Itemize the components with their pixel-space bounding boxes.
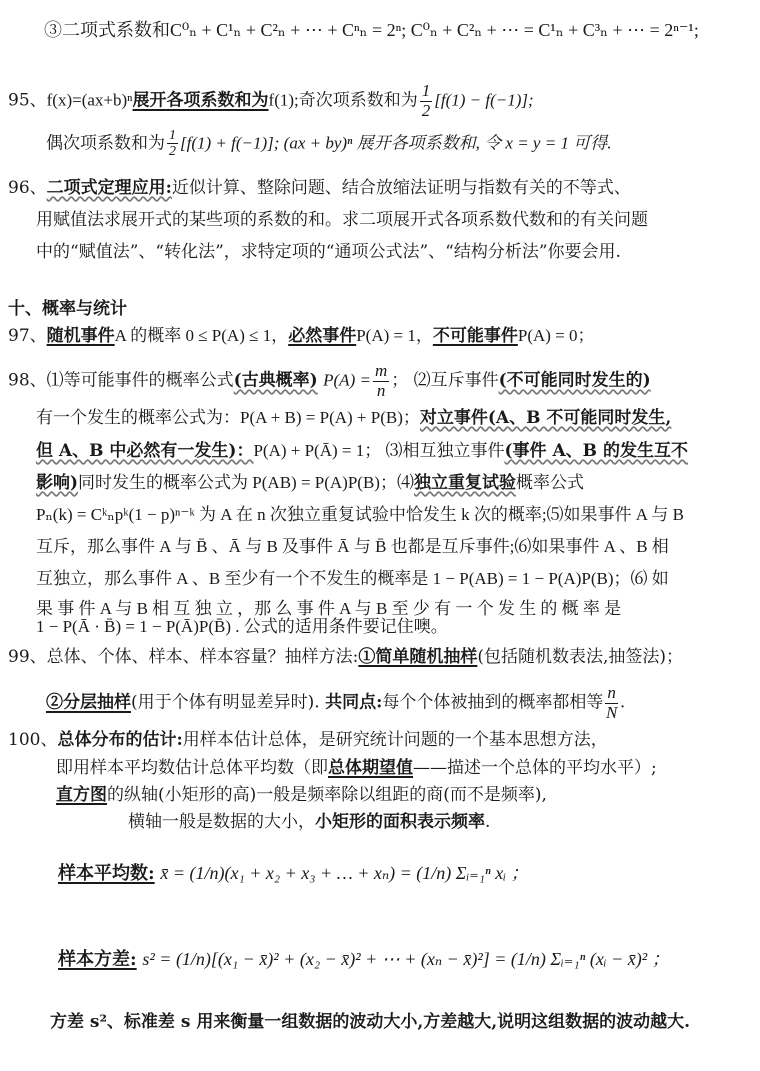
item-99-line-2: [46, 684, 625, 722]
item-98-l2b: 对立事件(A、B 不可能同时发生,: [419, 408, 672, 428]
item-98-l4b: 同时发生的概率公式为 P(AB) = P(A)P(B)；⑷: [78, 473, 414, 492]
item-98-p1-end: ； ⑵互斥事件: [391, 370, 499, 391]
item-98-l7: 互独立，那么事件 A 、B 至少有一个不发生的概率是 1 − P(AB) = 1 − P(A)P(B)；⑹ 如: [36, 569, 669, 588]
item-98-l4a: 影响): [36, 473, 79, 493]
item-100-l2c: ——描述一个总体的平均水平）;: [413, 758, 657, 778]
item-95-bold: 展开各项系数和为: [132, 90, 269, 111]
item-98-p1-bold2: (不可能同时发生的): [498, 370, 651, 391]
item-99-frac-num: n: [607, 683, 616, 702]
item-99-l2a: ②分层抽样: [46, 692, 131, 713]
item-99-line-1: [8, 646, 683, 668]
item-99-l2c: 共同点:: [325, 692, 383, 713]
item-98-l9: 1 − P(Ā · B̄) = 1 − P(Ā)P(B̄) . 公式的适用条件要记住噢。: [36, 617, 448, 636]
item-96-number: 96、: [8, 178, 47, 198]
binomial-sum-line: [44, 19, 699, 42]
item-100-l2a: 即用样本平均数估计总体平均数（即: [56, 758, 328, 778]
item-98-line-4: [36, 472, 584, 494]
item-99-frac-den: N: [605, 702, 618, 722]
item-95-mid: f(1);奇次项系数和为: [268, 90, 418, 110]
item-98-l2a: 有一个发生的概率公式为：P(A + B) = P(A) + P(B)；: [36, 408, 420, 427]
item-98-line-3: [36, 440, 688, 462]
item-96-bold: 二项式定理应用:: [46, 178, 172, 198]
item-100-l1a: 总体分布的估计:: [57, 730, 183, 750]
item-98-l3b: P(A) + P(Ā) = 1； ⑶相互独立事件: [253, 441, 505, 460]
item-97-line: [8, 325, 595, 347]
item-95-fraction: [420, 82, 433, 120]
item-99-l2e: .: [619, 692, 626, 713]
item-95-tail: [f(1) − f(−1)];: [434, 90, 534, 110]
item-95-line-2: [46, 128, 611, 160]
item-96-line1: 近似计算、整除问题、结合放缩法证明与指数有关的不等式、: [171, 178, 631, 198]
binomial-sum-text: ③二项式系数和C⁰ₙ + C¹ₙ + C²ₙ + ⋯ + Cⁿₙ = 2ⁿ; C⁰ₙ + C²ₙ + ⋯ = C¹ₙ + C³ₙ + ⋯ = 2ⁿ⁻¹;: [44, 20, 699, 40]
item-100-l2b: 总体期望值: [328, 758, 413, 778]
item-95-line-1: [8, 82, 534, 120]
item-98-l8: 果 事 件 A 与 B 相 互 独 立 ，那 么 事 件 A 与 B 至 少 有 一 个 发 生 的 概 率 是: [36, 599, 622, 618]
variance-conclusion-text: 方差 s²、标准差 s 用来衡量一组数据的波动大小,方差越大,说明这组数据的波动越大.: [50, 1012, 691, 1032]
item-98-p1-den: n: [376, 380, 386, 400]
item-98-line-9: [36, 616, 448, 638]
sample-mean-label: 样本平均数:: [58, 863, 155, 884]
section-title: [8, 298, 127, 320]
item-98-l3c: (事件 A、B 的发生互不: [504, 441, 688, 461]
item-97-number: 97、: [8, 326, 47, 346]
variance-conclusion: [50, 1011, 690, 1033]
item-97-bold-1: 随机事件: [46, 326, 115, 346]
sample-variance-label: 样本方差:: [58, 949, 137, 970]
sample-mean-formula: x̄ = (1/n)(x₁ + x₂ + x₃ + … + xₙ) = (1/n) Σᵢ₌₁ⁿ xᵢ ；: [160, 863, 529, 883]
item-98-p1-formula: P(A) =: [323, 370, 371, 390]
item-100-l4c: .: [485, 812, 491, 832]
item-95-line2-frac-den: 2: [169, 144, 176, 160]
item-95-line2-tail: [f(1) + f(−1)]; (ax + by)ⁿ 展开各项系数和, 令 x = y = 1 可得.: [180, 133, 612, 153]
item-98-l6: 互斥，那么事件 A 与 B̄ 、Ā 与 B 及事件 Ā 与 B̄ 也都是互斥事件;⑹如果事件 A 、B 相: [36, 537, 669, 556]
item-98-line-5: [36, 504, 684, 526]
item-100-l3a: 直方图: [56, 785, 107, 805]
item-100-l1b: 用样本估计总体，是研究统计问题的一个基本思想方法，: [182, 730, 608, 750]
item-97-text-1: A 的概率 0 ≤ P(A) ≤ 1，: [114, 326, 289, 345]
item-98-line-2: [36, 407, 671, 429]
item-97-bold-2: 必然事件: [288, 326, 357, 346]
section-10-title: 十、概率与统计: [8, 299, 127, 319]
item-95-line2-fraction: [167, 128, 178, 160]
item-99-l2d: 每个个体被抽到的概率都相等: [382, 692, 604, 713]
item-98-l5: Pₙ(k) = Cᵏₙpᵏ(1 − p)ⁿ⁻ᵏ 为 A 在 n 次独立重复试验中恰发生 k 次的概率;⑸如果事件 A 与 B: [36, 505, 684, 524]
item-95-line2-frac-num: 1: [169, 128, 176, 143]
item-99-fraction: [605, 684, 618, 722]
item-100-line-3: [56, 784, 547, 806]
item-98-p1-num: m: [374, 361, 388, 380]
item-99-l1a: 总体、个体、样本、样本容量？抽样方法:: [46, 647, 359, 667]
item-98-p1: ⑴等可能事件的概率公式: [46, 370, 234, 391]
item-97-bold-3: 不可能事件: [432, 326, 518, 346]
sample-mean-line: [58, 862, 529, 885]
item-96-line-3: [36, 241, 621, 263]
item-96-line3: 中的“赋值法”、“转化法”，求特定项的“通项公式法”、“结构分析法”你要会用.: [36, 242, 621, 262]
item-100-line-2: [56, 757, 657, 779]
item-98-p1-fraction: [373, 362, 389, 400]
item-98-line-7: [36, 568, 669, 590]
item-95-lead: f(x)=(ax+b)ⁿ: [46, 90, 133, 110]
item-95-frac-num: 1: [421, 81, 431, 100]
item-96-line2: 用赋值法求展开式的某些项的系数的和。求二项展开式各项系数代数和的有关问题: [36, 210, 648, 230]
item-97-text-2: P(A) = 1，: [356, 326, 433, 345]
item-97-text-3: P(A) = 0；: [517, 326, 595, 345]
sample-variance-line: [58, 948, 670, 971]
item-99-l1c: (包括随机数表法,抽签法)；: [477, 647, 684, 667]
item-98-line-1: [8, 362, 651, 400]
item-96-line-2: [36, 209, 648, 231]
item-99-l1b: ①简单随机抽样: [358, 647, 478, 667]
item-98-number: 98、: [8, 370, 47, 391]
item-95-frac-den: 2: [421, 100, 431, 120]
item-100-l3b: 的纵轴(小矩形的高)一般是频率除以组距的商(而不是频率),: [107, 785, 547, 805]
item-98-l3a: 但 A、B 中必然有一发生)：: [36, 441, 254, 461]
item-99-number: 99、: [8, 647, 47, 667]
item-100-l4b: 小矩形的面积表示频率: [315, 812, 485, 832]
item-95-number: 95、: [8, 90, 47, 111]
item-100-l4a: 横轴一般是数据的大小，: [128, 812, 315, 832]
item-100-number: 100、: [8, 730, 58, 750]
item-100-line-1: [8, 729, 608, 751]
item-99-l2b: (用于个体有明显差异时).: [131, 692, 320, 713]
item-98-l4d: 概率公式: [515, 473, 584, 493]
item-98-p1-bold: (古典概率): [233, 370, 318, 391]
item-98-line-6: [36, 536, 669, 558]
item-100-line-4: [128, 811, 490, 833]
item-98-l4c: 独立重复试验: [413, 473, 516, 493]
sample-variance-formula: s² = (1/n)[(x₁ − x̄)² + (x₂ − x̄)² + ⋯ + (xₙ − x̄)²] = (1/n) Σᵢ₌₁ⁿ (xᵢ − x̄)² ；: [142, 949, 670, 969]
item-96-line-1: [8, 177, 631, 199]
item-95-line2-prefix: 偶次项系数和为: [46, 133, 165, 154]
